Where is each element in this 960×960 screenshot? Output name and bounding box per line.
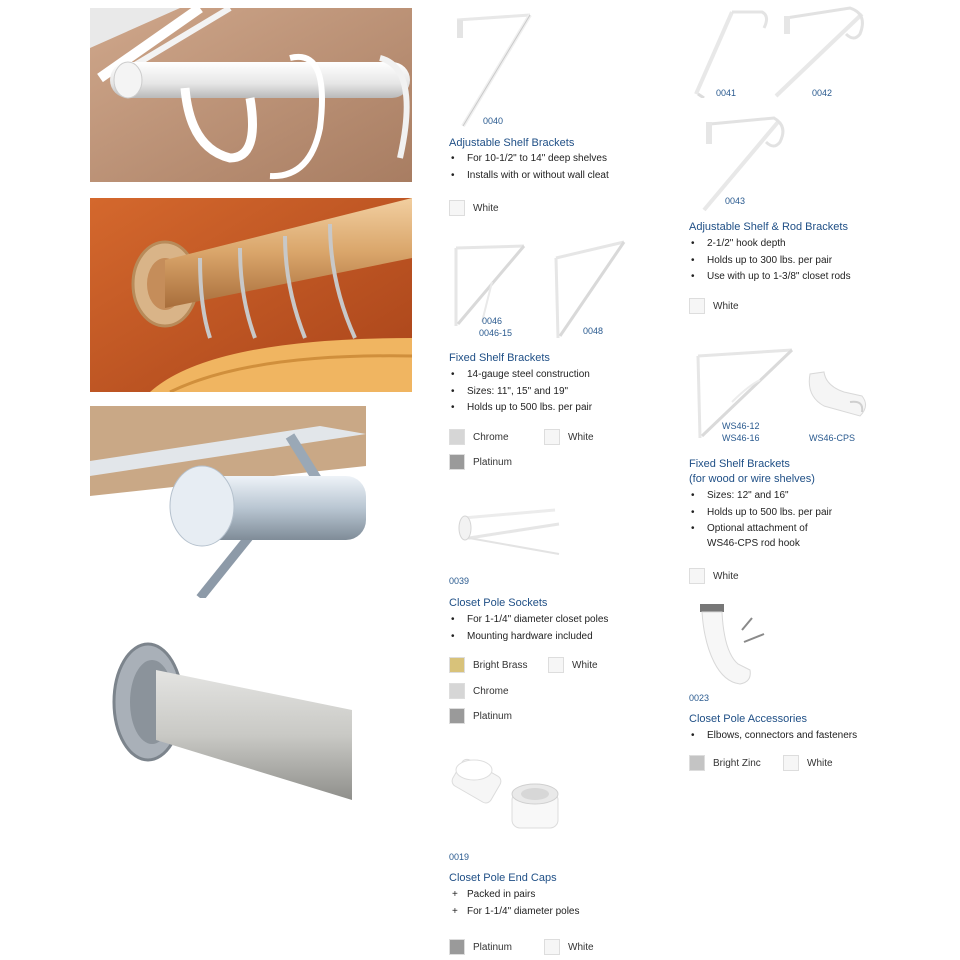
color-swatch-white [783,755,833,771]
swatch-label: White [473,202,499,214]
color-swatch-platinum [449,708,512,724]
rod-socket-icon [90,630,366,810]
color-swatch-platinum [449,939,512,955]
swatch-label: Platinum [473,941,512,953]
feature-item: • Sizes: 11", 15" and 19" [449,384,592,401]
product-code: WS46-12 [722,421,760,431]
swatch-label: White [572,659,598,671]
swatch-box [544,429,560,445]
feature-item: + For 1-1/4" diameter poles [449,904,580,921]
swatch-label: Chrome [473,431,509,443]
product-title: Fixed Shelf Brackets [689,458,790,470]
silver-rod-bracket-icon [90,406,366,598]
shelf-rod-bracket-icon [690,8,770,98]
product-title: Closet Pole Sockets [449,597,548,609]
product-code: 0023 [689,693,710,703]
pole-hook-fasteners-icon [694,602,774,688]
swatch-label: Bright Zinc [713,757,761,769]
color-swatch-white [689,298,739,314]
white-rod-with-hooks-photo [90,8,412,182]
color-swatch-white [689,568,739,584]
feature-item: • Optional attachment of [689,521,832,538]
pole-end-caps-icon [446,752,566,840]
product-features [689,236,851,286]
product-features [449,151,609,184]
swatch-label: White [807,757,833,769]
swatch-label: Platinum [473,710,512,722]
adjustable-shelf-bracket-icon [455,10,535,130]
swatch-label: Platinum [473,456,512,468]
feature-item: • Mounting hardware included [449,629,608,646]
pole-socket-icon [455,498,565,558]
wood-rod-with-hangers-photo [90,198,412,392]
product-title: Closet Pole End Caps [449,872,557,884]
swatch-label: White [713,570,739,582]
feature-item: • Holds up to 300 lbs. per pair [689,253,851,270]
swatch-box [783,755,799,771]
rod-socket-closeup-photo [90,630,366,810]
feature-item: • 2-1/2" hook depth [689,236,851,253]
feature-item: • For 10-1/2" to 14" deep shelves [449,151,609,168]
product-features [449,887,580,920]
swatch-box [449,683,465,699]
swatch-box [544,939,560,955]
swatch-box [689,755,705,771]
product-code: 0048 [583,326,604,336]
color-swatch-white [548,657,598,673]
swatch-label: White [713,300,739,312]
feature-item: + Packed in pairs [449,887,580,904]
swatch-box [449,200,465,216]
shelf-rod-bracket-hook-icon [770,4,870,100]
swatch-label: Chrome [473,685,509,697]
feature-item-continued: WS46-CPS rod hook [707,538,800,549]
color-swatch-chrome [449,429,509,445]
product-code: 0040 [483,116,504,126]
feature-item: • Holds up to 500 lbs. per pair [689,505,832,522]
rod-hook-attachment-icon [804,366,874,426]
swatch-box [449,708,465,724]
product-code: WS46-CPS [809,433,856,443]
swatch-label: Bright Brass [473,659,528,671]
swatch-label: White [568,941,594,953]
product-code: 0041 [716,88,737,98]
feature-item: • Elbows, connectors and fasteners [689,728,857,745]
product-features [449,367,592,417]
product-features [689,728,857,745]
wood-closet-rod-icon [90,198,412,392]
product-code: 0042 [812,88,833,98]
swatch-box [449,454,465,470]
swatch-box [449,429,465,445]
product-code: 0019 [449,852,470,862]
feature-item: • Sizes: 12" and 16" [689,488,832,505]
product-title: Fixed Shelf Brackets [449,352,550,364]
color-swatch-bright-zinc [689,755,761,771]
product-code: 0039 [449,576,470,586]
feature-item: • Installs with or without wall cleat [449,168,609,185]
color-swatch-chrome [449,683,509,699]
product-code: 0046-15 [479,328,513,338]
product-features [449,612,608,645]
product-title: Adjustable Shelf Brackets [449,137,575,149]
color-swatch-white [544,939,594,955]
feature-item: • For 1-1/4" diameter closet poles [449,612,608,629]
color-swatch-white [449,200,499,216]
product-subtitle: (for wood or wire shelves) [689,473,815,485]
feature-item: • 14-gauge steel construction [449,367,592,384]
color-swatch-platinum [449,454,512,470]
product-features [689,488,832,538]
product-code: 0046 [482,316,503,326]
color-swatch-bright-brass [449,657,527,673]
swatch-box [449,657,465,673]
feature-item: • Holds up to 500 lbs. per pair [449,400,592,417]
swatch-box [548,657,564,673]
swatch-box [689,298,705,314]
swatch-label: White [568,431,594,443]
silver-bracket-rod-end-photo [90,406,366,598]
product-title: Adjustable Shelf & Rod Brackets [689,221,848,233]
product-code: WS46-16 [722,433,760,443]
white-closet-rod-icon [90,8,412,182]
product-title: Closet Pole Accessories [689,713,807,725]
swatch-box [449,939,465,955]
swatch-box [689,568,705,584]
feature-item: • Use with up to 1-3/8" closet rods [689,269,851,286]
product-code: 0043 [725,196,746,206]
color-swatch-white [544,429,594,445]
